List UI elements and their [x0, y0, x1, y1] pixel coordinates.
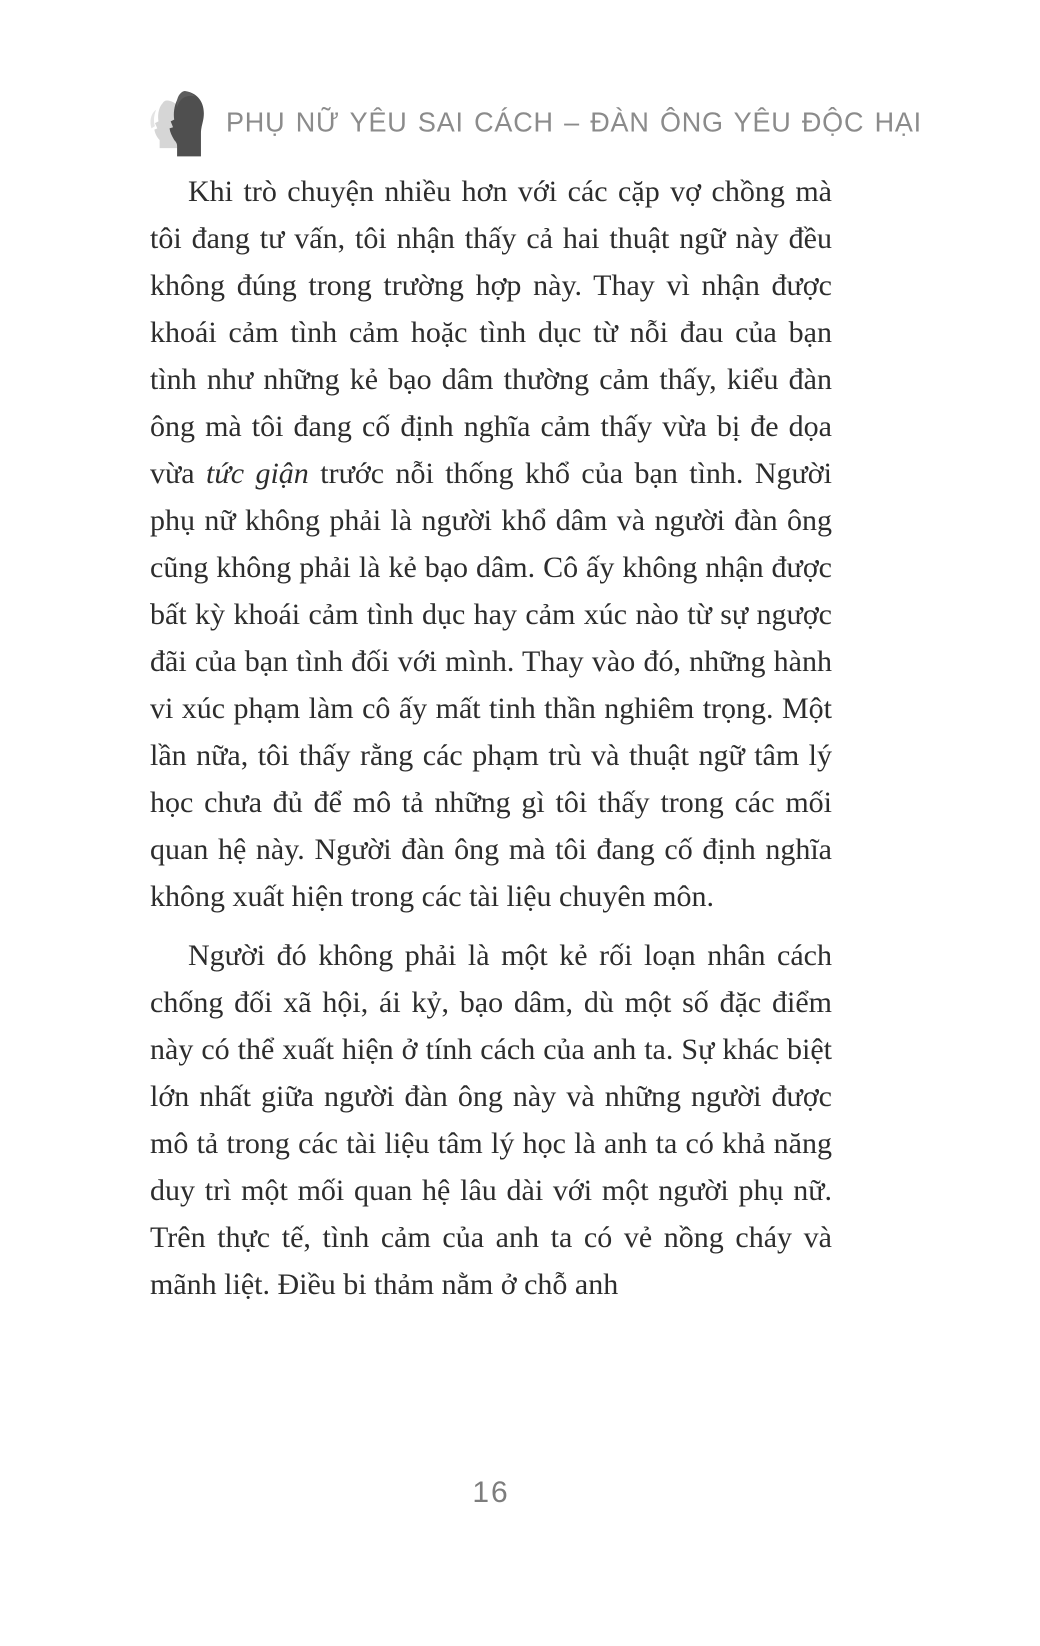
page-header: [148, 86, 922, 158]
emphasized-text: tức giận: [206, 457, 309, 490]
text-run: trước nỗi thống khổ của bạn tình. Người phụ nữ không phải là người khổ dâm và người đàn ông cũng không phải là kẻ bạo dâm. Cô ấy không nhận được bất kỳ khoái cảm tình dục hay cảm xúc nào từ sự ngược đãi của bạn tình đối với mình. Thay vào đó, những hành vi xúc phạm làm cô ấy mất tinh thần nghiêm trọng. Một lần nữa, tôi thấy rằng các phạm trù và thuật ngữ tâm lý học chưa đủ để mô tả những gì tôi thấy trong các mối quan hệ này. Người đàn ông mà tôi đang cố định nghĩa không xuất hiện trong các tài liệu chuyên môn.: [150, 457, 832, 913]
text-run: Người đó không phải là một kẻ rối loạn nhân cách chống đối xã hội, ái kỷ, bạo dâm, dù một số đặc điểm này có thể xuất hiện ở tính cách của anh ta. Sự khác biệt lớn nhất giữa người đàn ông này và những người được mô tả trong các tài liệu tâm lý học là anh ta có khả năng duy trì một mối quan hệ lâu dài với một người phụ nữ. Trên thực tế, tình cảm của anh ta có vẻ nồng cháy và mãnh liệt. Điều bi thảm nằm ở chỗ anh: [150, 939, 832, 1301]
page-number: 16: [472, 1476, 510, 1509]
body-text: [150, 168, 832, 1308]
text-run: Khi trò chuyện nhiều hơn với các cặp vợ chồng mà tôi đang tư vấn, tôi nhận thấy cả hai thuật ngữ này đều không đúng trong trường hợp này. Thay vì nhận được khoái cảm tình cảm hoặc tình dục từ nỗi đau của bạn tình như những kẻ bạo dâm thường cảm thấy, kiểu đàn ông mà tôi đang cố định nghĩa cảm thấy vừa bị đe dọa vừa: [150, 175, 832, 490]
paragraph: [150, 932, 832, 1308]
two-profile-heads-icon: [148, 87, 212, 157]
running-title: PHỤ NỮ YÊU SAI CÁCH – ĐÀN ÔNG YÊU ĐỘC HẠI: [226, 105, 922, 138]
paragraph: [150, 168, 832, 920]
